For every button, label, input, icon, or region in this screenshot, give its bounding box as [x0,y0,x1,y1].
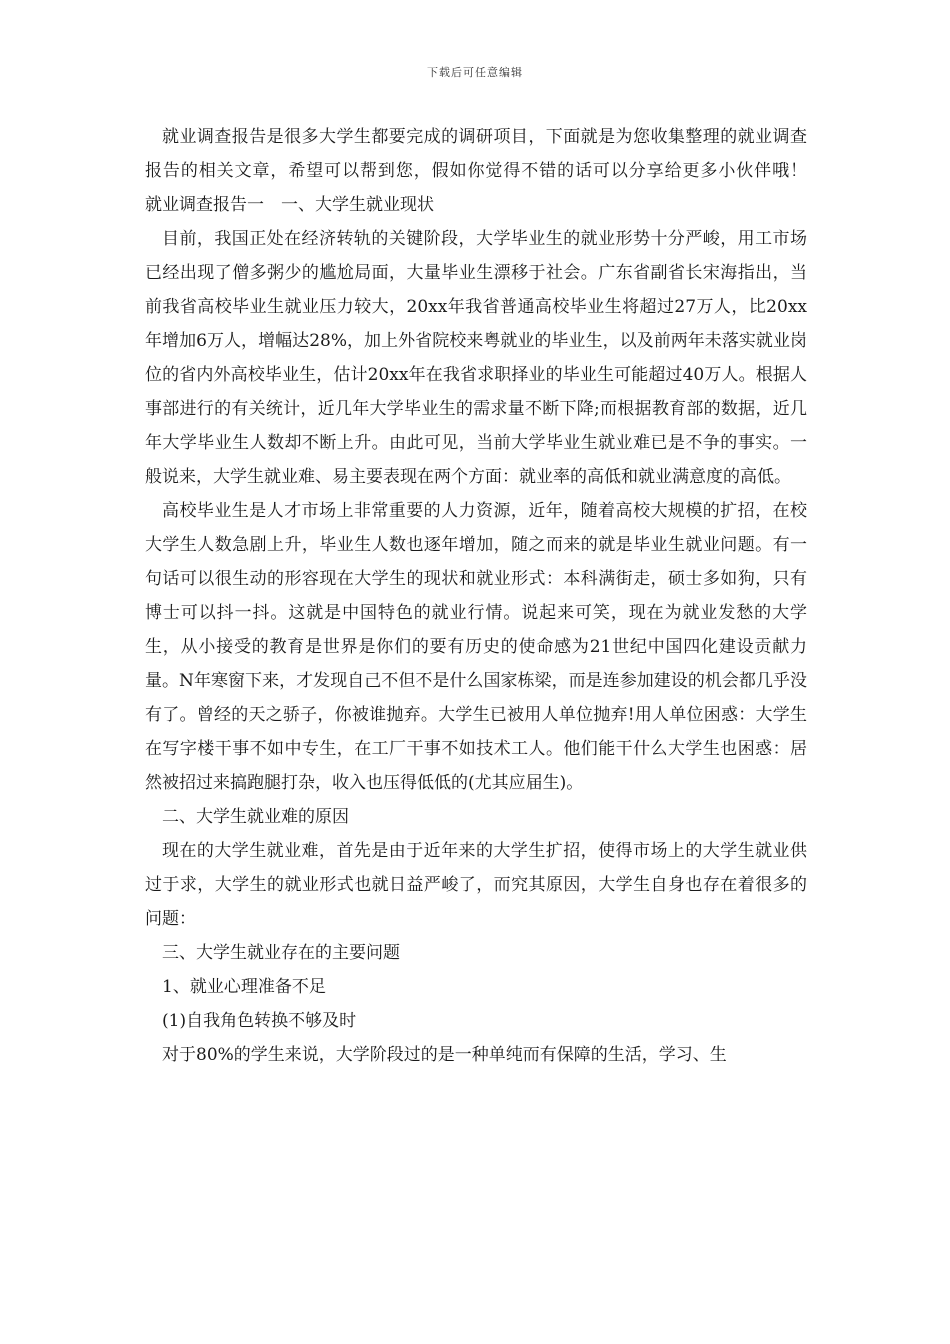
paragraph-80-percent: 对于80%的学生来说，大学阶段过的是一种单纯而有保障的生活，学习、生 [162,1045,727,1065]
paragraph-graduates-resource: 高校毕业生是人才市场上非常重要的人力资源，近年，随着高校大规模的扩招，在校大学生人数急剧上升，毕业生人数也逐年增加，随之而来的就是毕业生就业问题。有一句话可以很生动的形容现在大学生的现状和就业形式：本科满街走，硕士多如狗，只有博士可以抖一抖。这就是中国特色的就业行情。说起来可笑，现在为就业发愁的大学生，从小接受的教育是世界是你们的要有历史的使命感为21世纪中国四化建设贡献力量。N年寒窗下来，才发现自己不但不是什么国家栋梁，而是连参加建设的机会都几乎没有了。曾经的天之骄子，你被谁抛弃。大学生已被用人单位抛弃!用人单位困惑：大学生在写字楼干事不如中专生，在工厂干事不如技术工人。他们能干什么大学生也困惑：居然被招过来搞跑腿打杂，收入也压得低低的(尤其应届生)。 [145,501,807,793]
document-body [145,120,858,1072]
paragraph-intro: 就业调查报告是很多大学生都要完成的调研项目，下面就是为您收集整理的就业调查报告的相关文章，希望可以帮到您，假如你觉得不错的话可以分享给更多小伙伴哦！ 就业调查报告一 一、大学生就业现状 [145,127,858,215]
section-heading-reasons: 二、大学生就业难的原因 [162,807,349,827]
paragraph-reasons: 现在的大学生就业难，首先是由于近年来的大学生扩招，使得市场上的大学生就业供过于求，大学生的就业形式也就日益严峻了，而究其原因，大学生自身也存在着很多的问题： [145,841,807,929]
subheading-psychological-prep: 1、就业心理准备不足 [162,977,326,997]
paragraph-current-situation: 目前，我国正处在经济转轨的关键阶段，大学毕业生的就业形势十分严峻，用工市场已经出现了僧多粥少的尴尬局面，大量毕业生漂移于社会。广东省副省长宋海指出，当前我省高校毕业生就业压力较大，20xx年我省普通高校毕业生将超过27万人，比20xx年增加6万人，增幅达28%，加上外省院校来粤就业的毕业生，以及前两年未落实就业岗位的省内外高校毕业生，估计20xx年在我省求职择业的毕业生可能超过40万人。根据人事部进行的有关统计，近几年大学毕业生的需求量不断下降;而根据教育部的数据，近几年大学毕业生人数却不断上升。由此可见，当前大学毕业生就业难已是不争的事实。一般说来，大学生就业难、易主要表现在两个方面：就业率的高低和就业满意度的高低。 [145,229,807,487]
subheading-role-transition: (1)自我角色转换不够及时 [162,1011,357,1031]
section-heading-main-problems: 三、大学生就业存在的主要问题 [162,943,400,963]
page-header-note: 下载后可任意编辑 [427,66,523,79]
